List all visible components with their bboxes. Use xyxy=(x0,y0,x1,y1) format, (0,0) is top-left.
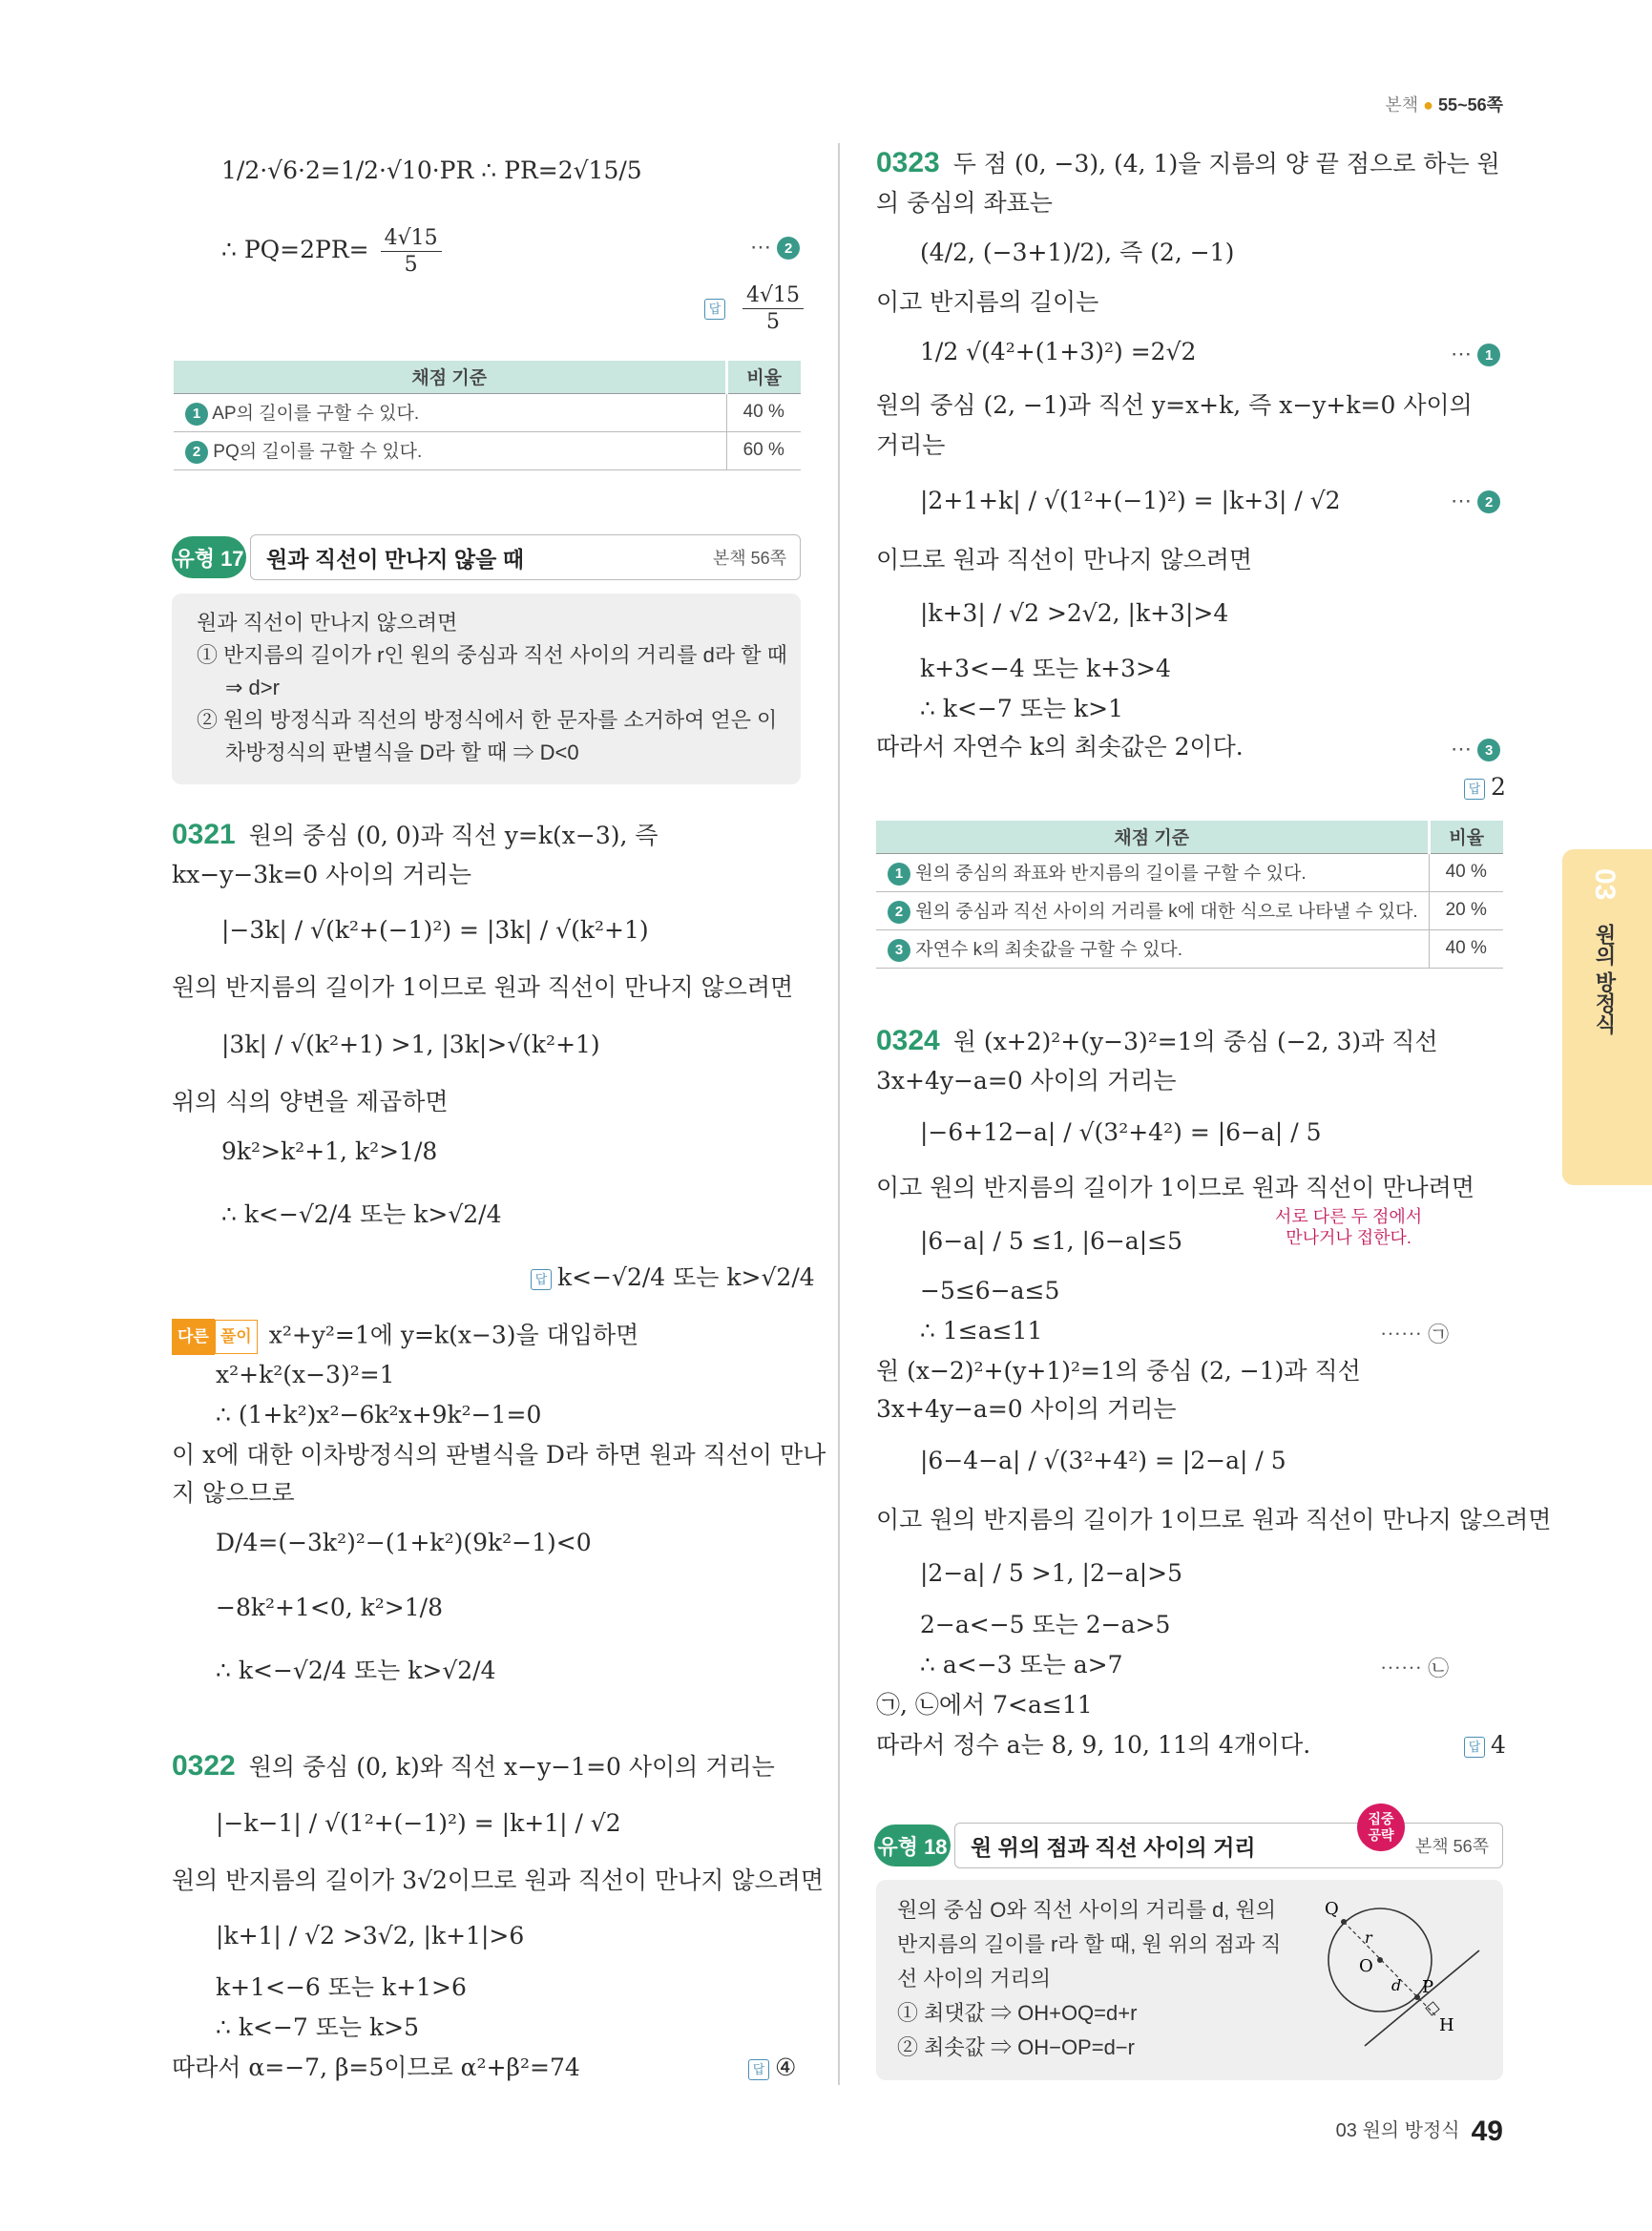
side-tab-title: 원의 방정식 xyxy=(1593,924,1617,1035)
problem-line: |−3k| / √(k²+(−1)²) = |3k| / √(k²+1) xyxy=(221,916,649,944)
problem-line: 따라서 자연수 k의 최솟값은 2이다. xyxy=(876,733,1244,761)
table-header-criteria: 채점 기준 xyxy=(876,821,1429,853)
point-p xyxy=(1414,1994,1420,2000)
step-marker-3: 3 xyxy=(1477,739,1500,761)
problem-line: |−k−1| / √(1²+(−1)²) = |k+1| / √2 xyxy=(216,1809,621,1837)
step-marker-2: 2 xyxy=(777,237,800,260)
alt-a: 다른 xyxy=(172,1319,215,1355)
problem-line: D/4=(−3k²)²−(1+k²)(9k²−1)<0 xyxy=(216,1529,592,1556)
problem-line: ∴ a<−3 또는 a>7 xyxy=(920,1651,1123,1678)
label-h: H xyxy=(1439,2015,1454,2035)
problem-line: 1/2 √(4²+(1+3)²) =2√2 xyxy=(920,338,1197,365)
table-row xyxy=(174,431,801,469)
answer-icon: 답 xyxy=(531,1269,552,1290)
type17-line: ① 반지름의 길이가 r인 원의 중심과 직선 사이의 거리를 d라 할 때 xyxy=(197,643,787,667)
problem-line: 지 않으므로 xyxy=(172,1479,295,1507)
type17-line: ⇒ d>r xyxy=(225,676,280,699)
answer-line-top xyxy=(704,284,807,333)
frac-den: 5 xyxy=(765,310,780,335)
problem-line: 이고 원의 반지름의 길이가 1이므로 원과 직선이 만나려면 xyxy=(876,1174,1474,1201)
frac-num: 4√15 xyxy=(742,284,804,309)
problem-line: k+3<−4 또는 k+3>4 xyxy=(920,655,1171,682)
label-r: r xyxy=(1365,1929,1372,1947)
left-eq2-frac xyxy=(381,227,442,276)
row-text: 원의 중심과 직선 사이의 거리를 k에 대한 식으로 나타낼 수 있다. xyxy=(915,902,1418,922)
problem-0321-line1 xyxy=(172,819,659,852)
type18-line: ① 최댓값 ⇒ OH+OQ=d+r xyxy=(897,2001,1138,2025)
answer-text: ④ xyxy=(775,2054,797,2081)
marker-giyeok: ㉠ xyxy=(1428,1323,1450,1346)
table-header-ratio: 비율 xyxy=(726,361,801,393)
problem-line: 위의 식의 양변을 제곱하면 xyxy=(172,1088,449,1116)
problem-line: ∴ (1+k²)x²−6k²x+9k²−1=0 xyxy=(216,1401,542,1428)
row-text: PQ의 길이를 구할 수 있다. xyxy=(213,442,423,462)
label-p: P xyxy=(1422,1977,1434,1997)
alt-b: 풀이 xyxy=(215,1320,258,1354)
problem-line: 2−a<−5 또는 2−a>5 xyxy=(920,1611,1171,1638)
problem-number: 0323 xyxy=(876,147,940,178)
problem-line: ∴ 1≤a≤11 xyxy=(920,1317,1043,1345)
table-header-ratio: 비율 xyxy=(1429,821,1503,853)
problem-line: 원의 반지름의 길이가 3√2이므로 원과 직선이 만나지 않으려면 xyxy=(172,1866,824,1894)
point-q xyxy=(1341,1919,1347,1925)
left-eq2 xyxy=(221,227,446,276)
alt-solution-line1 xyxy=(172,1319,638,1355)
row-number: 3 xyxy=(888,939,910,962)
table-row xyxy=(876,891,1503,929)
answer-icon: 답 xyxy=(704,299,725,320)
problem-line: 원의 중심 (2, −1)과 직선 y=x+k, 즉 x−y+k=0 사이의 xyxy=(876,391,1473,419)
step-marker: ⋯ 3 xyxy=(1451,737,1500,761)
label-o: O xyxy=(1359,1956,1373,1976)
left-eq1: 1/2·√6·2=1/2·√10·PR ∴ PR=2√15/5 xyxy=(221,156,642,184)
type17-line: ② 원의 방정식과 직선의 방정식에서 한 문자를 소거하여 얻은 이 xyxy=(197,708,778,732)
label-d: d xyxy=(1391,1976,1402,1994)
problem-line: 원 (x−2)²+(y+1)²=1의 중심 (2, −1)과 직선 xyxy=(876,1357,1361,1385)
problem-line: |k+1| / √2 >3√2, |k+1|>6 xyxy=(216,1922,525,1950)
type17-badge: 유형 17 xyxy=(172,536,246,578)
row-number: 2 xyxy=(888,901,910,924)
step-marker-1: 1 xyxy=(1477,344,1500,366)
row-pct: 20 % xyxy=(1429,891,1503,929)
page-header xyxy=(1385,92,1503,116)
type18-line: 선 사이의 거리의 xyxy=(897,1967,1051,1991)
problem-number: 0322 xyxy=(172,1750,236,1782)
problem-line: |2−a| / 5 >1, |2−a|>5 xyxy=(920,1559,1182,1587)
header-dot-icon: ● xyxy=(1423,95,1434,115)
scoring-table-2 xyxy=(876,821,1503,969)
problem-line: ∴ k<−7 또는 k>5 xyxy=(216,2013,419,2041)
row-pct: 40 % xyxy=(1429,853,1503,891)
side-tab-number: 03 xyxy=(1589,868,1621,901)
type18-line: ② 최솟값 ⇒ OH−OP=d−r xyxy=(897,2035,1135,2059)
type17-line: 차방정식의 판별식을 D라 할 때 ⇒ D<0 xyxy=(225,740,579,764)
answer-frac xyxy=(742,284,804,333)
problem-0324-line1 xyxy=(876,1025,1438,1058)
type17-header xyxy=(250,534,801,580)
row-number: 1 xyxy=(888,863,910,886)
problem-line: 이고 원의 반지름의 길이가 1이므로 원과 직선이 만나지 않으려면 xyxy=(876,1506,1552,1533)
problem-line: 이므로 원과 직선이 만나지 않으려면 xyxy=(876,546,1253,573)
answer-icon: 답 xyxy=(748,2059,769,2080)
problem-line: ∴ k<−7 또는 k>1 xyxy=(920,695,1123,722)
problem-line: 이 x에 대한 이차방정식의 판별식을 D라 하면 원과 직선이 만나 xyxy=(172,1441,826,1469)
header-pages: 55~56쪽 xyxy=(1438,95,1503,115)
answer-line-0321 xyxy=(531,1261,815,1294)
problem-line: 원의 반지름의 길이가 1이므로 원과 직선이 만나지 않으려면 xyxy=(172,973,794,1001)
answer-text: 2 xyxy=(1491,773,1506,801)
problem-number: 0324 xyxy=(876,1025,940,1056)
type17-ref: 본책 56쪽 xyxy=(712,549,786,568)
problem-0323-line1 xyxy=(876,147,1500,180)
problem-line: ∴ k<−√2/4 또는 k>√2/4 xyxy=(221,1200,502,1228)
type18-header xyxy=(954,1823,1503,1868)
problem-line: 이고 반지름의 길이는 xyxy=(876,288,1099,316)
problem-line: 9k²>k²+1, k²>1/8 xyxy=(221,1137,438,1165)
answer-icon: 답 xyxy=(1464,1737,1485,1758)
row-pct: 60 % xyxy=(726,431,801,469)
problem-line: ㉠, ㉡에서 7<a≤11 xyxy=(876,1691,1093,1719)
table-header-criteria: 채점 기준 xyxy=(174,361,726,393)
text: x²+y²=1에 y=k(x−3)을 대입하면 xyxy=(268,1321,639,1349)
problem-0322-line1 xyxy=(172,1750,775,1783)
footer-chapter: 03 원의 방정식 xyxy=(1335,2120,1460,2141)
problem-line: ∴ k<−√2/4 또는 k>√2/4 xyxy=(216,1657,496,1684)
row-number: 2 xyxy=(185,441,208,464)
text: 두 점 (0, −3), (4, 1)을 지름의 양 끝 점으로 하는 원 xyxy=(952,150,1500,177)
problem-number: 0321 xyxy=(172,819,236,850)
problem-line: k+1<−6 또는 k+1>6 xyxy=(216,1973,467,2001)
answer-line-0324 xyxy=(1464,1729,1506,1762)
problem-line: |−6+12−a| / √(3²+4²) = |6−a| / 5 xyxy=(920,1118,1322,1146)
row-pct: 40 % xyxy=(726,393,801,431)
text: 원 (x+2)²+(y−3)²=1의 중심 (−2, 3)과 직선 xyxy=(952,1028,1438,1055)
answer-text: 4 xyxy=(1491,1731,1506,1759)
column-divider xyxy=(838,143,840,2085)
step-marker: ⋯ 1 xyxy=(1451,342,1500,366)
circle-line-diagram xyxy=(1317,1893,1489,2055)
type18-badge: 유형 18 xyxy=(874,1824,951,1866)
answer-line-0323 xyxy=(1464,771,1506,803)
table-row xyxy=(876,929,1503,968)
text: 원의 중심 (0, k)와 직선 x−y−1=0 사이의 거리는 xyxy=(248,1753,775,1781)
step-marker: ⋯ 2 xyxy=(1451,489,1500,513)
problem-line: 거리는 xyxy=(876,431,946,459)
row-text: AP의 길이를 구할 수 있다. xyxy=(212,404,420,424)
marker: ⋯⋯ ㉠ xyxy=(1380,1323,1450,1346)
right-angle-mark xyxy=(1426,2002,1439,2015)
hot-a: 집중 xyxy=(1368,1811,1394,1826)
problem-line: (4/2, (−3+1)/2), 즉 (2, −1) xyxy=(920,239,1235,266)
note-line: 만나거나 접한다. xyxy=(1286,1228,1412,1247)
answer-text: k<−√2/4 또는 k>√2/4 xyxy=(557,1263,815,1291)
left-eq2-text: ∴ PQ=2PR= xyxy=(221,236,369,264)
marker: ⋯⋯ ㉡ xyxy=(1380,1657,1450,1680)
note-line: 서로 다른 두 점에서 xyxy=(1275,1207,1423,1226)
problem-line: |6−a| / 5 ≤1, |6−a|≤5 xyxy=(920,1227,1182,1255)
frac-num: 4√15 xyxy=(381,227,442,252)
type17-line: 원과 직선이 만나지 않으려면 xyxy=(197,611,458,635)
problem-line: kx−y−3k=0 사이의 거리는 xyxy=(172,861,471,888)
problem-line: 3x+4y−a=0 사이의 거리는 xyxy=(876,1395,1177,1423)
step-marker-2: 2 xyxy=(1477,490,1500,513)
problem-line: 따라서 α=−7, β=5이므로 α²+β²=74 xyxy=(172,2054,580,2081)
problem-line: −8k²+1<0, k²>1/8 xyxy=(216,1594,443,1621)
type17-title: 원과 직선이 만나지 않을 때 xyxy=(266,546,524,572)
scoring-table-1 xyxy=(174,361,801,470)
header-book: 본책 xyxy=(1385,95,1419,115)
hot-b: 공략 xyxy=(1368,1827,1394,1843)
type18-ref: 본책 56쪽 xyxy=(1414,1837,1489,1856)
problem-line: |6−4−a| / √(3²+4²) = |2−a| / 5 xyxy=(920,1447,1286,1474)
alt-solution-badge xyxy=(172,1319,258,1355)
table-row xyxy=(876,853,1503,891)
problem-line: 3x+4y−a=0 사이의 거리는 xyxy=(876,1067,1177,1095)
type18-title: 원 위의 점과 직선 사이의 거리 xyxy=(971,1834,1256,1860)
dashed-line xyxy=(1344,1922,1437,2017)
line-shape xyxy=(1365,1950,1479,2046)
label-q: Q xyxy=(1325,1899,1339,1919)
step-marker: ⋯ 2 xyxy=(750,235,800,260)
page-number: 49 xyxy=(1471,2115,1503,2147)
problem-line: 따라서 정수 a는 8, 9, 10, 11의 4개이다. xyxy=(876,1731,1311,1759)
marker-nieun: ㉡ xyxy=(1428,1657,1450,1680)
problem-line: |2+1+k| / √(1²+(−1)²) = |k+3| / √2 xyxy=(920,487,1341,514)
row-number: 1 xyxy=(185,403,208,426)
table-row xyxy=(174,393,801,431)
type17-box xyxy=(172,594,801,784)
problem-line: x²+k²(x−3)²=1 xyxy=(216,1361,395,1388)
row-text: 자연수 k의 최솟값을 구할 수 있다. xyxy=(915,940,1183,960)
answer-icon: 답 xyxy=(1464,779,1485,800)
problem-line: |3k| / √(k²+1) >1, |3k|>√(k²+1) xyxy=(221,1031,600,1058)
row-pct: 40 % xyxy=(1429,929,1503,968)
problem-line: |k+3| / √2 >2√2, |k+3|>4 xyxy=(920,599,1229,627)
type18-line: 반지름의 길이를 r라 할 때, 원 위의 점과 직 xyxy=(897,1932,1282,1956)
answer-line-0322 xyxy=(748,2052,796,2084)
hot-topic-badge xyxy=(1357,1804,1405,1851)
text: 원의 중심 (0, 0)과 직선 y=k(x−3), 즉 xyxy=(248,822,659,849)
margin-note xyxy=(1275,1206,1422,1248)
page-footer xyxy=(1336,2115,1503,2148)
type18-line: 원의 중심 O와 직선 사이의 거리를 d, 원의 xyxy=(897,1898,1277,1922)
problem-line: −5≤6−a≤5 xyxy=(920,1277,1060,1304)
frac-den: 5 xyxy=(404,253,418,278)
problem-line: 의 중심의 좌표는 xyxy=(876,189,1053,217)
center-point xyxy=(1377,1957,1383,1963)
row-text: 원의 중심의 좌표와 반지름의 길이를 구할 수 있다. xyxy=(915,864,1307,884)
